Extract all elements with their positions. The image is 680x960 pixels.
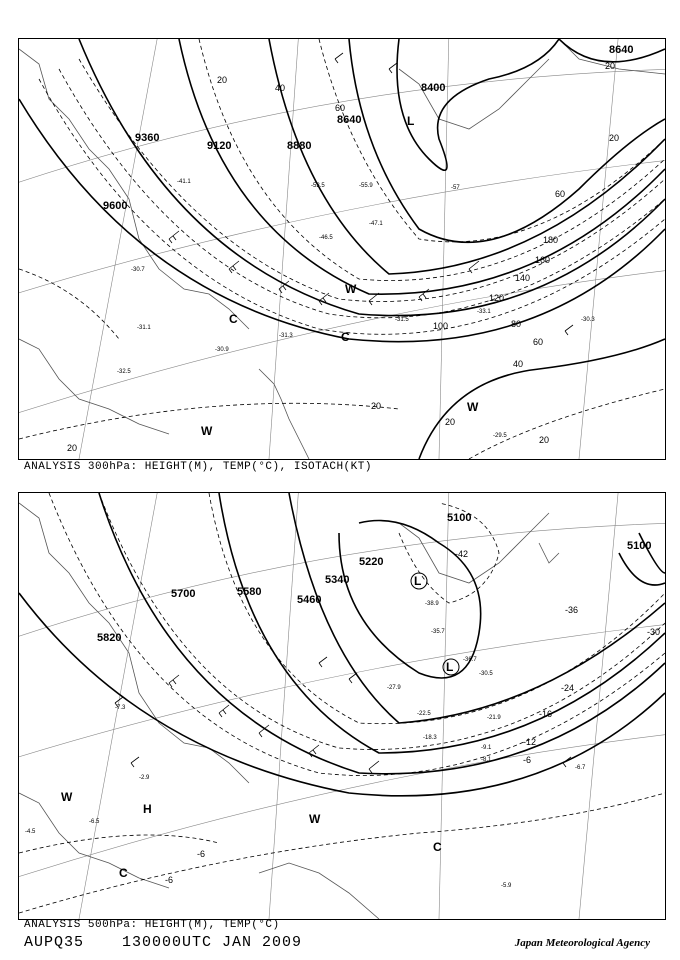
height-label: 5460 [297,594,322,606]
caption-300hpa: ANALYSIS 300hPa: HEIGHT(M), TEMP(°C), ISOTACH(KT) [24,461,372,473]
temperature-label: -5.9 [501,883,512,889]
temperature-label: -29.5 [493,433,507,439]
warm-center-symbol: W [345,282,357,296]
low-center-symbol: L [414,574,422,588]
isotach-label: 140 [515,273,531,283]
isotach-label: 60 [533,337,544,347]
temperature-label: -31.5 [395,317,409,323]
pressure-centers-500 [61,573,459,880]
cold-center-symbol: C [229,312,238,326]
temperature-label: -30.9 [215,347,229,353]
cold-center-symbol: C [341,330,350,344]
low-center-symbol: L [446,660,454,674]
temperature-label: -46.5 [319,235,333,241]
temperature-label: -6.7 [575,765,586,771]
isoline-label: -16 [539,709,553,719]
temperature-label: -31.1 [137,325,151,331]
temperature-label: -21.9 [487,715,501,721]
isotach-label: 20 [67,443,78,453]
temperature-label: -33.1 [477,309,491,315]
isotach-label: 80 [511,319,522,329]
cold-center-symbol: C [119,866,128,880]
height-label: 5820 [97,632,122,644]
height-label: 5220 [359,556,384,568]
temperature-label: -7.3 [115,705,126,711]
temperature-label: -57 [451,185,460,191]
isotach-label: 120 [489,293,505,303]
temperature-labels-300 [117,179,595,439]
warm-center-symbol: W [309,812,321,826]
analysis-datetime: 130000UTC JAN 2009 [122,934,303,951]
temperature-label: -30.7 [131,267,145,273]
temperature-label: -8.1 [481,757,492,763]
graticule [19,39,665,459]
isotach-label: 160 [535,255,551,265]
height-label: 5100 [627,540,652,552]
temperature-label: -30.5 [479,671,493,677]
chart-500hpa [18,492,666,920]
height-label: 8640 [337,114,362,126]
bulletin-code: AUPQ35 [24,934,85,951]
isoline-label: -24 [561,683,575,693]
isotach-label: 20 [539,435,550,445]
isotach-label: 20 [445,417,456,427]
isoline-label: -6 [165,875,174,885]
low-center-symbol: L [407,114,415,128]
isoline-label: -6 [197,849,206,859]
high-center-symbol: H [143,802,152,816]
height-label: 8400 [421,82,446,94]
isoline-label: -30 [647,627,661,637]
height-label: 5700 [171,588,196,600]
isotach-label: 20 [217,75,228,85]
isotach-label: 60 [335,103,346,113]
temperature-label: -31.3 [279,333,293,339]
temperature-label: -47.1 [369,221,383,227]
agency-name: Japan Meteorological Agency [514,937,650,949]
isoline-label: -6 [523,755,532,765]
temperature-label: -41.1 [177,179,191,185]
temperature-labels-500 [25,601,586,889]
caption-500hpa: ANALYSIS 500hPa: HEIGHT(M), TEMP(°C) [24,919,280,931]
chart-300hpa [18,38,666,460]
height-label: 9600 [103,200,128,212]
isotach-label: 20 [371,401,382,411]
isotach-label: 40 [513,359,524,369]
height-label: 5340 [325,574,350,586]
isotach-label: 180 [543,235,559,245]
height-label: 5100 [447,512,472,524]
temperature-label: -53.5 [311,183,325,189]
temperature-label: -32.5 [117,369,131,375]
isotach-label: 60 [555,189,566,199]
temperature-label: -6.5 [89,819,100,825]
height-label: 9360 [135,132,160,144]
isotach-label: 20 [605,61,616,71]
isoline-label: -12 [523,737,537,747]
isoline-label: -36 [565,605,579,615]
isotach-label: 40 [275,83,286,93]
temperature-label: -18.3 [423,735,437,741]
temperature-label: -4.5 [25,829,36,835]
wind-barbs [115,657,571,773]
warm-center-symbol: W [467,400,479,414]
temperature-label: -2.9 [139,775,150,781]
temperature-label: -36.7 [463,657,477,663]
isotach-label: 100 [433,321,449,331]
temperature-isoline-labels [165,549,660,885]
height-labels-500 [97,512,651,644]
height-label: 8640 [609,44,634,56]
warm-center-symbol: W [61,790,73,804]
isoline-label: -42 [455,549,469,559]
temperature-label: -55.9 [359,183,373,189]
cold-center-symbol: C [433,840,442,854]
temperature-label: -35.7 [431,629,445,635]
map-500hpa [19,493,665,919]
height-label: 8880 [287,140,312,152]
pressure-centers-300 [201,114,479,438]
warm-center-symbol: W [201,424,213,438]
map-300hpa [19,39,665,459]
temperature-label: -22.5 [417,711,431,717]
temperature-label: -30.3 [581,317,595,323]
chart-identifier [24,934,330,951]
temperature-label: -38.9 [425,601,439,607]
temperature-label: -27.9 [387,685,401,691]
height-label: 5580 [237,586,262,598]
isotach-label: 20 [609,133,620,143]
height-contours [19,493,665,796]
temperature-label: -9.1 [481,745,492,751]
height-label: 9120 [207,140,232,152]
